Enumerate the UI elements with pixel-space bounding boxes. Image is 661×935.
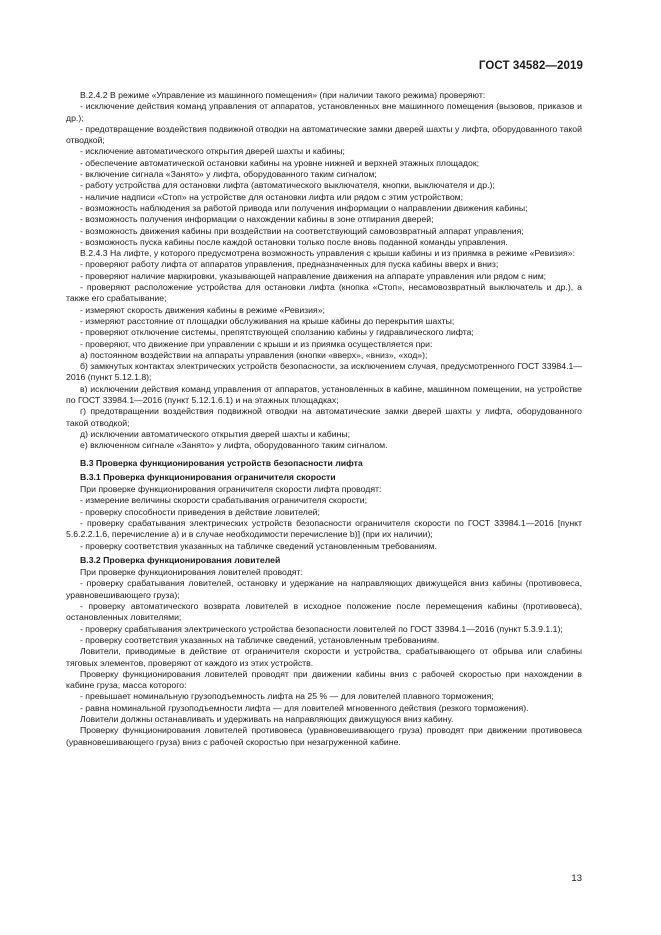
list-item: - проверку соответствия указанных на табличке сведений, установленным требованиям. [80,634,440,645]
list-item: - проверяют расположение устройства для остановки лифта (кнопка «Стоп», несамовозвратный выключатель и др.), а также его срабатывание; [66,282,582,304]
list-item: - равна номинальной грузоподъемности лифта — для ловителей мгновенного действия (резкого торможения). [80,702,529,713]
list-item: - возможность получения информации о нахождении кабины в зоне отпирания дверей; [80,214,434,225]
list-item: в) исключении действия команд управления от аппаратов, установленных в кабине, машинном помещении, на устройстве по ГОСТ 33984.1—2016 (пункт 5.12.1.6.1) и на этажных площадках; [66,383,582,406]
list-item: - возможность движения кабины при воздействии на соответствующий самовозвратный аппарат управления; [80,225,524,236]
list-item: - наличие надписи «Стоп» на устройстве для остановки лифта или рядом с этим устройством; [80,191,464,202]
list-item: - работу устройства для остановки лифта (автоматического выключателя, кнопки, выключателя и др.); [80,180,495,191]
list-item: б) замкнутых контактах электрических устройств безопасности, за исключением случая, предусмотренного ГОСТ 33984.1—2016 (пункт 5.12.1.8); [66,361,582,383]
list-item: - возможность пуска кабины после каждой остановки только после вновь поданной команды управления. [80,236,508,247]
list-item: е) включенном сигнале «Занято» у лифта, оборудованного таким сигналом. [80,440,388,451]
clause-b-2-4-3: B.2.4.3 На лифте, у которого предусмотрена возможность управления с крыши кабины и из приямка в режиме «Ревизия»: [80,248,575,259]
list-item: - измеряют скорость движения кабины в режиме «Ревизия»; [80,304,325,315]
list-item: - проверяют работу лифта от аппаратов управления, предназначенных для пуска кабины вверх и вниз; [80,259,499,270]
list-item: - проверку соответствия указанных на табличке сведений установленным требованиям. [80,540,437,551]
list-item: - проверяют отключение системы, препятствующей сползанию кабины у гидравлического лифта; [80,327,474,338]
paragraph: При проверке функционирования ловителей проводят: [80,567,303,578]
section-heading-b-3: B.3 Проверка функционирования устройств безопасности лифта [80,457,363,468]
list-item: - обеспечение автоматической остановки кабины на уровне нижней и верхней этажных площадок; [80,157,480,168]
list-item: - проверку автоматического возврата ловителей в исходное положение после перемещения кабины (противовеса), остановленных ловителями; [66,601,582,623]
list-item: - включение сигнала «Занято» у лифта, оборудованного таким сигналом; [80,169,377,180]
list-item: - исключение действия команд управления от аппаратов, установленных вне машинного помещения (вызовов, приказов и др.); [66,101,582,123]
paragraph: Проверку функционирования ловителей противовеса (уравновешивающего груза) проводят при движении противовеса (уравновешивающего груза) вниз с рабочей скоростью при незагруженной кабине. [66,725,582,747]
document-body [66,90,582,748]
paragraph: При проверке функционирования ограничителя скорости лифта проводят: [80,484,382,495]
list-item: - проверяют наличие маркировки, указывающей направление движения на аппарате управления или рядом с ним; [80,270,547,281]
list-item: - проверку срабатывания электрических устройств безопасности ограничителя скорости по ГОСТ 33984.1—2016 [пункт 5.6.2.2.1.6, перечисление а) и в случае необходимости перечисление b)] (при их наличии); [66,517,582,540]
section-heading-b-3-2: B.3.2 Проверка функционирования ловителей [80,554,281,565]
list-item: а) постоянном воздействии на аппараты управления (кнопки «вверх», «вниз», «ход»); [80,349,428,360]
clause-b-2-4-2: B.2.4.2 В режиме «Управление из машинного помещения» (при наличии такого режима) проверяют: [80,90,486,100]
list-item: - возможность наблюдения за работой привода или получения информации о направлении движения кабины; [80,202,528,213]
paragraph: Проверку функционирования ловителей проводят при движении кабины вниз с рабочей скоростью при нахождении в кабине груза, масса которого: [66,668,582,691]
list-item: - проверку срабатывания электрического устройства безопасности ловителей по ГОСТ 33984.1—2016 (пункт 5.3.9.1.1); [80,623,563,634]
paragraph: Ловители должны останавливать и удерживать на направляющих движущуюся вниз кабину. [80,714,454,725]
list-item: - измеряют расстояние от площадки обслуживания на крыше кабины до перекрытия шахты; [80,315,455,326]
page-number: 13 [571,873,582,884]
list-item: - предотвращение воздействия подвижной отводки на автоматические замки дверей шахты у лифта, оборудованного такой отводкой; [66,123,582,146]
list-item: - исключение автоматического открытия дверей шахты и кабины; [80,146,345,157]
list-item: д) исключении автоматического открытия дверей шахты и кабины; [80,428,351,439]
list-item: - проверяют, что движение при управлении с крыши и из приямка осуществляется при: [80,338,433,349]
list-item: - проверку срабатывания ловителей, остановку и удержание на направляющих движущейся вниз кабины (противовеса, уравновешивающего груза); [66,578,582,600]
list-item: - измерение величины скорости срабатывания ограничителя скорости; [80,495,368,506]
list-item: - превышает номинальную грузоподъемность лифта на 25 % — для ловителей плавного торможения; [80,691,494,702]
standard-header: ГОСТ 34582—2019 [478,60,583,72]
list-item: - проверку способности приведения в действие ловителей; [80,506,320,517]
section-heading-b-3-1: B.3.1 Проверка функционирования ограничителя скорости [80,471,336,482]
paragraph: Ловители, приводимые в действие от ограничителя скорости и устройства, срабатывающего от обрыва или слабины тяговых элементов, проверяют от каждого из этих устройств. [66,646,582,668]
list-item: г) предотвращении воздействия подвижной отводки на автоматические замки дверей шахты у лифта, оборудованного такой отводкой; [66,406,582,428]
